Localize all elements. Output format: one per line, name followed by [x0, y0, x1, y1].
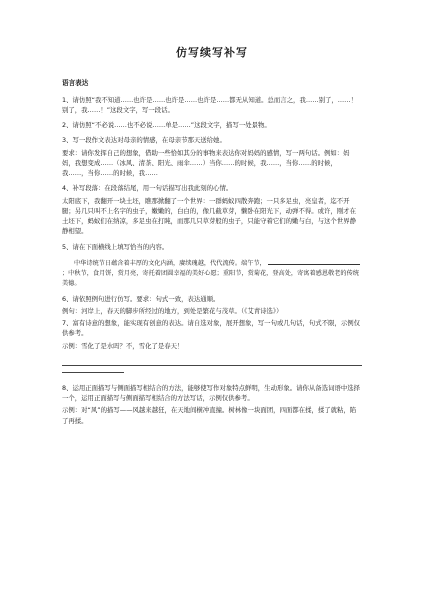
- page-title: 仿写续写补写: [176, 46, 248, 59]
- question-5: 5、请在下面横线上填写恰当的内容。: [62, 242, 169, 251]
- document-body: [62, 78, 362, 431]
- question-3: 3、写一段作文表达对母亲的情感，在母亲节那天送给她。: [62, 136, 226, 145]
- question-6-example: 例句：河岸上，春天的脚步所经过的地方，到处是繁花与茂草。（《艾青诗选》）: [62, 306, 283, 315]
- question-4-passage: 太阳底下，我翻开一块土坯，瞧那掀翻了一个世界：一群蚂蚁四散奔跑；一只多足虫，亮皇者，迄不开腿；另几只叫不上名字的虫子，嫩嫩的，白白的，像几截草芽，懒卧在阳光下，动弹不得。或许，刚才在土坯下，蚂蚁们在纳凉，多足虫在打盹，而那几只草芽般的虫子，只能守着它们的嫩与白，与这个世界静静相望。: [62, 196, 356, 236]
- footnote-rule: [62, 372, 124, 373]
- question-7-example: 示例：雪化了是水吗？不，雪化了是春天！: [62, 341, 184, 350]
- question-8-example: 示例：对“风”的描写——风越来越狂，在天地间横冲直撞。树林像一块面团，四面都在揉，揉了就粘，陷了再揉。: [62, 406, 357, 425]
- question-5-passage-a: 中华诗统节日蕴含着丰厚的文化内涵，赓续瑰越，代代流传。端午节，: [74, 259, 266, 267]
- question-5-passage-b: ；中秋节，食月饼，赏月亮，寄托着团圆幸福的美好心愿；重阳节，赏菊花，登高处，寄寓着感恩敬老的传统美德。: [62, 269, 359, 287]
- question-2: 2、请仿照“不必说……也不必说……单是……”这段文字，描写一处景物。: [62, 121, 271, 130]
- question-3-requirement: 要求：请你发挥自己的想象，借助一些恰如其分的事物来表达你对妈妈的感情，写一两句话。例如：妈妈，我想变成……（冰风、清茶、阳光、雨伞……）当你……的时候，我……，当你……的时候，我……，当你……的时候，我……: [62, 148, 350, 178]
- section-heading: 语言表达: [62, 79, 89, 87]
- question-1: 1、请仿照“我不知道……也许是……也许是……也许是……都无从知道。总而言之，我……别了，……！别了，我……！”这段文字，写一段话。: [62, 95, 357, 114]
- question-4: 4、补写段落：在段落结尾，用一句话描写出我此刻的心情。: [62, 184, 233, 193]
- question-8: 8、运用正面描写与侧面描写相结合的方法，能够使写作对象特点鲜明，生动形象。请你从备选词语中选择一个，运用正面描写与侧面描写相结合的方法写话，示例仅供参考。: [62, 383, 361, 403]
- answer-blank: [268, 257, 360, 265]
- question-7: 7、富有诗意的想象，能实现有创意的表达。请自选对象，展开想象，写一句或几句话，句式不限，示例仅供参考。: [62, 319, 361, 338]
- question-6: 6、请依照例句进行仿写。要求：句式一致，表达通顺。: [62, 294, 220, 303]
- question-5-passage: [62, 257, 362, 289]
- answer-rule: [62, 365, 362, 366]
